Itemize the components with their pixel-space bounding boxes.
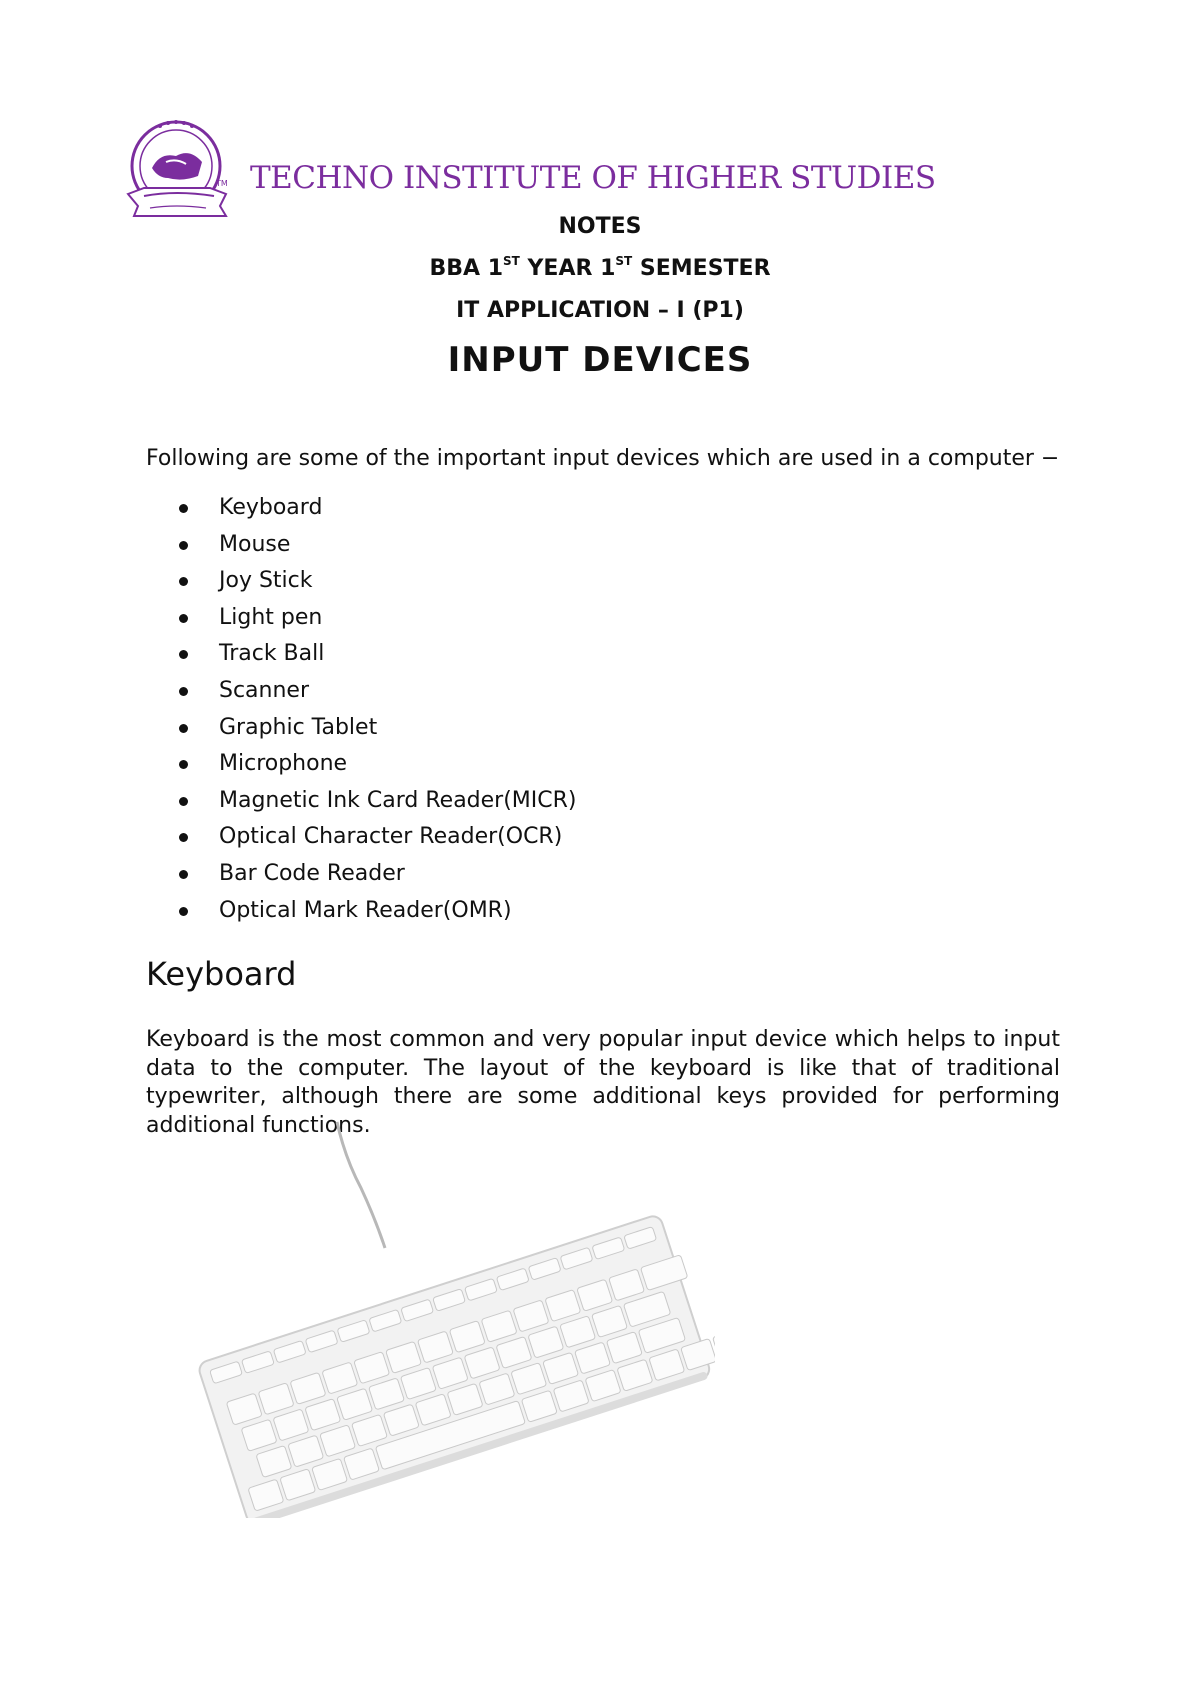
list-item-label: Bar Code Reader	[219, 860, 405, 886]
list-item	[146, 642, 577, 679]
list-item	[146, 862, 577, 899]
list-item	[146, 569, 577, 606]
bullet-icon	[179, 760, 188, 769]
bullet-icon	[179, 907, 188, 916]
subject-line: IT APPLICATION – I (P1)	[456, 298, 744, 323]
notes-label: NOTES	[558, 214, 642, 239]
list-item-label: Optical Mark Reader(OMR)	[219, 897, 512, 923]
list-item-label: Joy Stick	[219, 568, 313, 594]
list-item	[146, 533, 577, 570]
list-item	[146, 825, 577, 862]
device-list	[146, 496, 577, 935]
bullet-icon	[179, 797, 188, 806]
list-item	[146, 606, 577, 643]
list-item	[146, 496, 577, 533]
course-part-2: YEAR 1	[519, 256, 616, 281]
list-item-label: Microphone	[219, 751, 348, 777]
bullet-icon	[179, 541, 188, 550]
course-part-3: SEMESTER	[632, 256, 771, 281]
list-item	[146, 899, 577, 936]
bullet-icon	[179, 870, 188, 879]
list-item-label: Keyboard	[219, 495, 323, 520]
bullet-icon	[179, 504, 188, 513]
bullet-icon	[179, 650, 188, 659]
keyboard-heading: Keyboard	[146, 955, 297, 993]
bullet-icon	[179, 577, 188, 586]
logo-tm: TM	[216, 179, 228, 188]
list-item-label: Mouse	[219, 531, 291, 557]
course-line	[0, 256, 1200, 281]
list-item	[146, 716, 577, 753]
list-item-label: Light pen	[219, 604, 323, 630]
list-item	[146, 789, 577, 826]
list-item-label: Optical Character Reader(OCR)	[219, 824, 563, 850]
list-item-label: Magnetic Ink Card Reader(MICR)	[219, 787, 577, 813]
list-item-label: Graphic Tablet	[219, 714, 378, 740]
intro-text: Following are some of the important input devices which are used in a computer −	[146, 446, 1060, 471]
bullet-icon	[179, 724, 188, 733]
list-item-label: Scanner	[219, 677, 310, 703]
bullet-icon	[179, 687, 188, 696]
course-sup-2: ST	[615, 254, 633, 268]
bullet-icon	[179, 614, 188, 623]
keyboard-image	[185, 1118, 715, 1518]
institute-name: TECHNO INSTITUTE OF HIGHER STUDIES	[250, 160, 936, 196]
list-item	[146, 752, 577, 789]
list-item	[146, 679, 577, 716]
bullet-icon	[179, 833, 188, 842]
course-sup-1: ST	[503, 254, 520, 268]
keyboard-paragraph: Keyboard is the most common and very popular input device which helps to input data to the computer. The layout of the keyboard is like that of traditional typewriter, although there are some additional keys provided for performing additional functions.	[146, 1027, 1060, 1138]
course-part-1: BBA 1	[429, 256, 504, 281]
page-title: INPUT DEVICES	[447, 340, 753, 380]
list-item-label: Track Ball	[219, 641, 325, 667]
